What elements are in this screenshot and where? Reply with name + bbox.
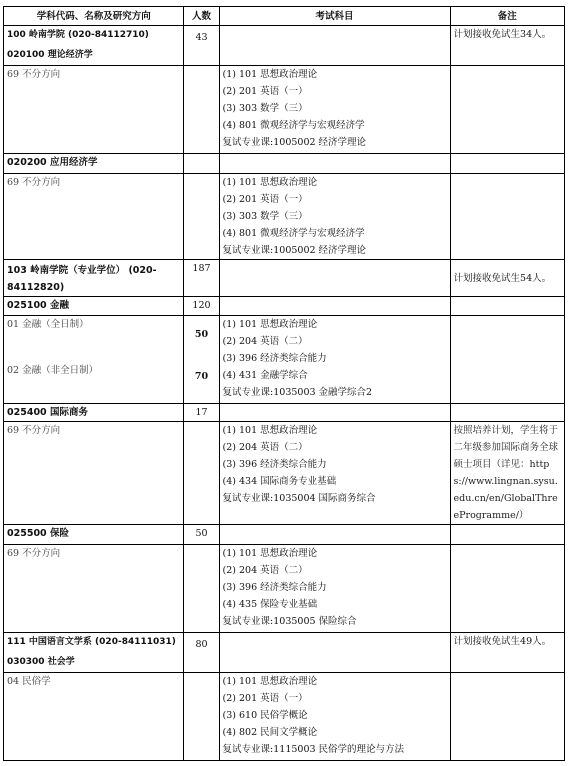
dept-count: 43 (184, 26, 219, 66)
exam-item: (4) 431 金融学综合 (222, 370, 308, 381)
direction-name: 01 金融（全日制） (7, 319, 89, 330)
direction-count (184, 545, 219, 633)
major-count: 50 (184, 525, 219, 545)
exam-item: (4) 801 微观经济学与宏观经济学 (222, 120, 365, 131)
dept-row (4, 260, 565, 297)
major-exam-empty (219, 525, 450, 545)
major-exam-empty (219, 154, 450, 174)
major-exam-empty (219, 404, 450, 422)
major-name: 020200 应用经济学 (4, 154, 184, 174)
dept-exam-empty (219, 26, 450, 66)
major-row (4, 154, 565, 174)
exam-item: (1) 101 思想政治理论 (222, 425, 318, 436)
direction-name: 69 不分方向 (4, 545, 184, 633)
direction-note (450, 316, 564, 404)
dept-row (4, 633, 565, 673)
exam-list (219, 545, 450, 633)
direction-row (4, 422, 565, 525)
direction-note (450, 545, 564, 633)
dept-name: 103 岭南学院（专业学位） (020-84112820) (4, 260, 184, 297)
direction-count-pair (184, 316, 219, 404)
dept-count: 80 (184, 633, 219, 673)
direction-name: 04 民俗学 (4, 673, 184, 761)
major-exam-empty (219, 297, 450, 316)
direction-note: 按照培养计划，学生将于二年级参加国际商务全球硕士项目（详见：https://www.lingnan.sysu.edu.cn/en/GlobalThreeProgramme/） (450, 422, 564, 525)
header-row (4, 7, 565, 26)
major-row (4, 297, 565, 316)
dept-note: 计划接收免试生49人。 (450, 633, 564, 673)
dept-note: 计划接收免试生34人。 (450, 26, 564, 66)
major-note (450, 404, 564, 422)
dept-name: 100 岭南学院 (020-84112710) (7, 30, 149, 40)
exam-list (219, 316, 450, 404)
dept-cell (4, 633, 184, 673)
direction-note (450, 66, 564, 154)
enrollment-table (3, 6, 565, 761)
exam-list (219, 673, 450, 761)
direction-count: 50 (194, 329, 209, 340)
major-note (450, 154, 564, 174)
major-name: 030300 社会学 (7, 657, 75, 667)
major-row (4, 404, 565, 422)
exam-item: (4) 435 保险专业基础 (222, 599, 318, 610)
direction-row (4, 316, 565, 404)
exam-item: 复试专业课:1035004 国际商务综合 (222, 493, 376, 504)
dept-row (4, 26, 565, 66)
direction-count (184, 673, 219, 761)
exam-list (219, 174, 450, 260)
direction-count (184, 422, 219, 525)
exam-item: 复试专业课:1035005 保险综合 (222, 616, 357, 627)
exam-list (219, 422, 450, 525)
exam-item: (4) 434 国际商务专业基础 (222, 476, 337, 487)
header-major: 学科代码、名称及研究方向 (4, 7, 184, 26)
exam-item: (3) 303 数学（三） (222, 211, 308, 222)
exam-item: (3) 396 经济类综合能力 (222, 353, 327, 364)
major-count: 17 (184, 404, 219, 422)
exam-item: (3) 303 数学（三） (222, 103, 308, 114)
exam-item: 复试专业课:1115003 民俗学的理论与方法 (222, 744, 405, 755)
major-count: 120 (184, 297, 219, 316)
direction-row (4, 66, 565, 154)
major-name: 025500 保险 (4, 525, 184, 545)
major-note (450, 297, 564, 316)
exam-item: 复试专业课:1005002 经济学理论 (222, 137, 367, 148)
dept-note: 计划接收免试生54人。 (450, 260, 564, 297)
direction-name: 69 不分方向 (4, 422, 184, 525)
direction-count (184, 66, 219, 154)
dept-name: 111 中国语言文学系 (020-84111031) (7, 637, 176, 647)
exam-item: (1) 101 思想政治理论 (222, 676, 318, 687)
major-name: 025400 国际商务 (4, 404, 184, 422)
direction-name: 69 不分方向 (4, 66, 184, 154)
exam-item: (2) 201 英语（一） (222, 86, 308, 97)
major-note (450, 525, 564, 545)
direction-name-pair (4, 316, 184, 404)
header-exams: 考试科目 (219, 7, 450, 26)
major-count (184, 154, 219, 174)
exam-item: (3) 396 经济类综合能力 (222, 582, 327, 593)
dept-exam-empty (219, 260, 450, 297)
exam-item: (1) 101 思想政治理论 (222, 69, 318, 80)
dept-exam-empty (219, 633, 450, 673)
major-row (4, 525, 565, 545)
exam-item: 复试专业课:1035003 金融学综合2 (222, 387, 373, 398)
exam-item: (4) 802 民间文学概论 (222, 727, 318, 738)
direction-count: 70 (194, 371, 209, 382)
header-count: 人数 (184, 7, 219, 26)
exam-item: (1) 101 思想政治理论 (222, 319, 318, 330)
major-name: 025100 金融 (4, 297, 184, 316)
direction-row (4, 174, 565, 260)
direction-note (450, 673, 564, 761)
exam-list (219, 66, 450, 154)
exam-item: (2) 204 英语（二） (222, 442, 308, 453)
exam-item: (1) 101 思想政治理论 (222, 177, 318, 188)
direction-row (4, 673, 565, 761)
exam-item: (2) 204 英语（二） (222, 336, 308, 347)
exam-item: (1) 101 思想政治理论 (222, 548, 318, 559)
direction-row (4, 545, 565, 633)
header-notes: 备注 (450, 7, 564, 26)
dept-count: 187 (184, 260, 219, 297)
exam-item: 复试专业课:1005002 经济学理论 (222, 245, 367, 256)
direction-note (450, 174, 564, 260)
exam-item: (3) 396 经济类综合能力 (222, 459, 327, 470)
direction-name: 69 不分方向 (4, 174, 184, 260)
major-name: 020100 理论经济学 (7, 50, 93, 60)
direction-count (184, 174, 219, 260)
exam-item: (3) 610 民俗学概论 (222, 710, 308, 721)
exam-item: (2) 204 英语（二） (222, 565, 308, 576)
exam-item: (4) 801 微观经济学与宏观经济学 (222, 228, 365, 239)
exam-item: (2) 201 英语（一） (222, 693, 308, 704)
exam-item: (2) 201 英语（一） (222, 194, 308, 205)
direction-name: 02 金融（非全日制） (7, 365, 99, 376)
dept-cell (4, 26, 184, 66)
